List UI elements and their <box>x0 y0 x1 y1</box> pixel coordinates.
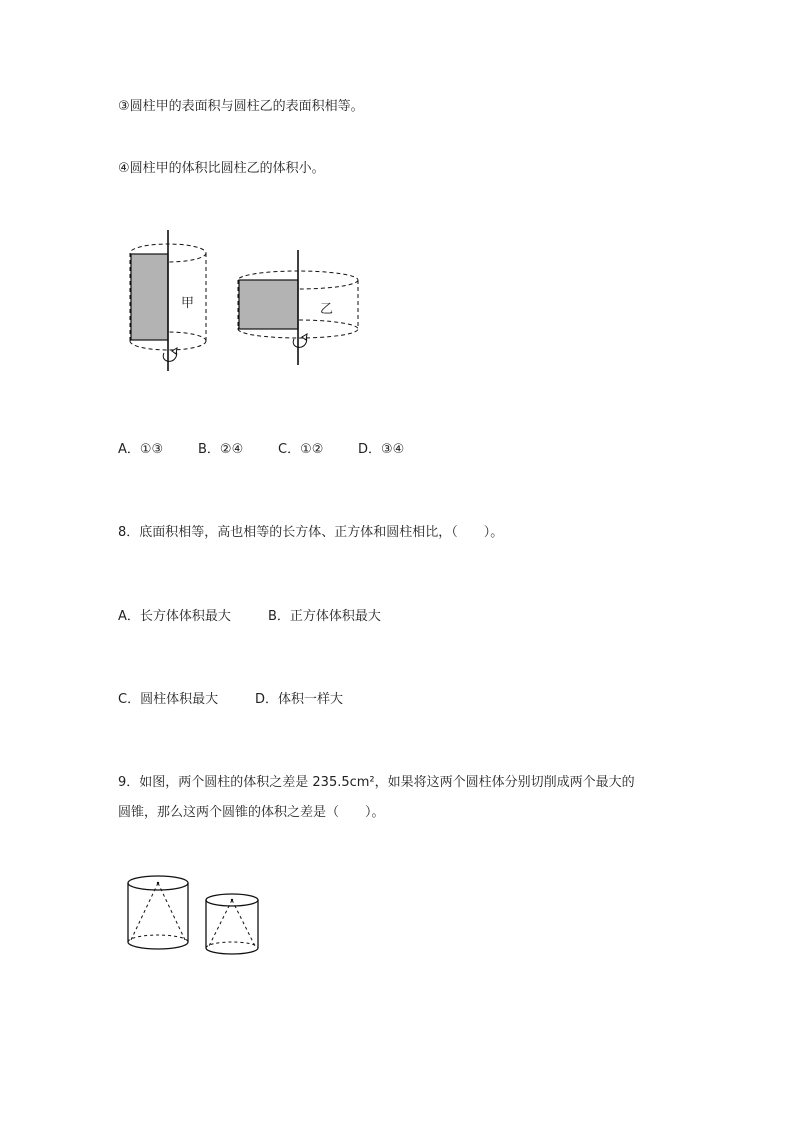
q7-option-c[interactable]: C．①② <box>278 442 324 457</box>
q7-options <box>118 440 404 460</box>
label-yi: 乙 <box>320 302 334 317</box>
large-cylinder-with-cone <box>128 876 188 949</box>
label-jia: 甲 <box>181 296 195 311</box>
q7-option-a[interactable]: A．①③ <box>118 442 164 457</box>
q7-statement-4: ④圆柱甲的体积比圆柱乙的体积小。 <box>118 161 325 176</box>
shaded-rectangle-yi <box>239 280 298 329</box>
cylinder-jia <box>130 230 206 371</box>
q8-options-row-1 <box>118 607 381 627</box>
q8-option-d[interactable]: D．体积一样大 <box>255 692 344 707</box>
q8-question: 8．底面积相等，高也相等的长方体、正方体和圆柱相比，（ ）。 <box>118 525 504 540</box>
q8-option-a[interactable]: A．长方体体积最大 <box>118 609 231 624</box>
shaded-rectangle-jia <box>131 254 168 340</box>
q9-question-line-1: 9．如图，两个圆柱的体积之差是 235.5cm²，如果将这两个圆柱体分别切削成两个最大的 <box>118 775 635 790</box>
small-cylinder-with-cone <box>206 894 258 954</box>
q8-options-row-2 <box>118 690 343 710</box>
q7-option-d[interactable]: D．③④ <box>358 442 405 457</box>
q7-option-b[interactable]: B．②④ <box>198 442 244 457</box>
q9-cylinders-figure <box>124 870 266 962</box>
q7-statement-3: ③圆柱甲的表面积与圆柱乙的表面积相等。 <box>118 99 364 114</box>
q8-option-c[interactable]: C．圆柱体积最大 <box>118 692 219 707</box>
q9-question-line-2: 圆锥，那么这两个圆锥的体积之差是（ ）。 <box>118 805 385 820</box>
cylinder-yi <box>238 250 358 365</box>
q7-rotation-figure <box>118 225 378 375</box>
q8-option-b[interactable]: B．正方体体积最大 <box>268 609 381 624</box>
